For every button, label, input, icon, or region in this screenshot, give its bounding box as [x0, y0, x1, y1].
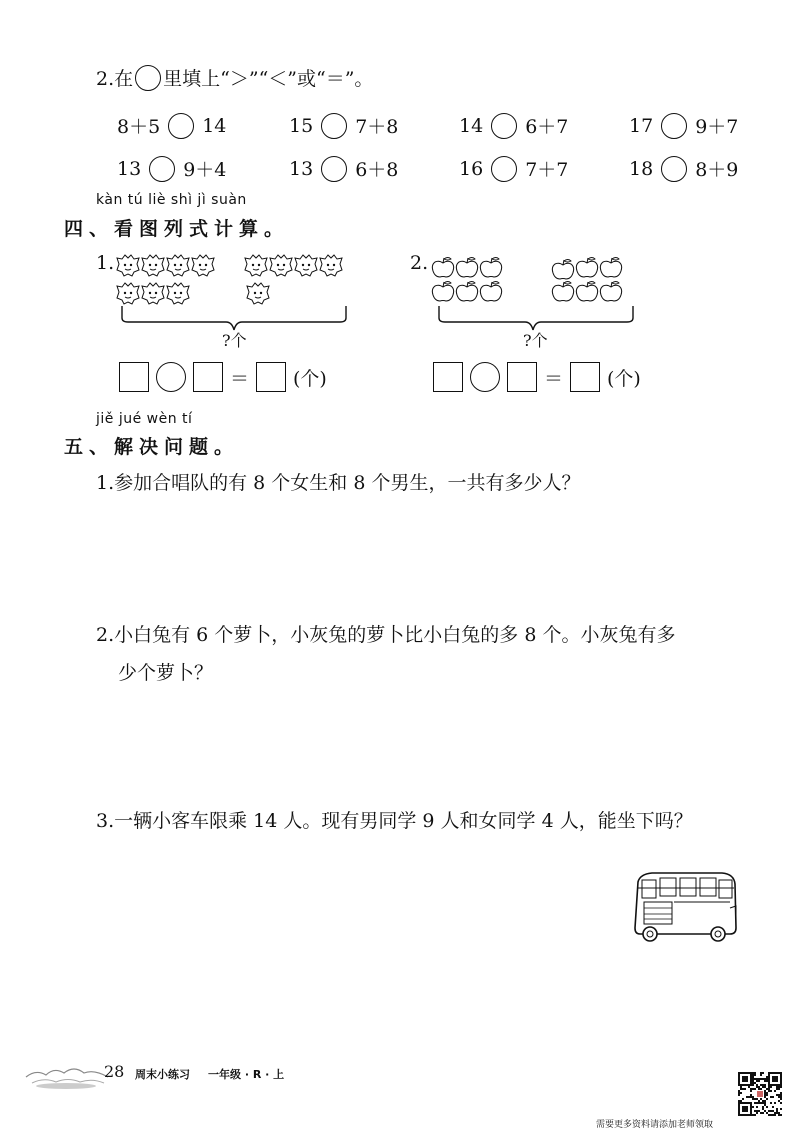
- footer-book-title: 周末小练习: [135, 1068, 190, 1081]
- picture-problem-2-label: 2.: [410, 252, 429, 274]
- apple-icon: [480, 282, 501, 302]
- result-box[interactable]: [570, 362, 600, 392]
- compare-right: 14: [202, 114, 227, 137]
- compare-question-number: 2.在: [96, 68, 134, 90]
- operator-circle[interactable]: [156, 362, 186, 392]
- face-icon: [247, 283, 269, 304]
- apple-icon: [432, 258, 453, 278]
- picture-problem-2-question: ?个: [523, 331, 548, 350]
- section5-pinyin: jiě jué wèn tí: [96, 411, 193, 427]
- compare-question-instruction: 里填上“＞”“＜”或“＝”。: [163, 68, 374, 90]
- equals-sign: ＝: [230, 367, 250, 390]
- qr-note: 需要更多资料请添加老师领取: [596, 1120, 714, 1130]
- answer-circle[interactable]: [321, 156, 347, 182]
- compare-left: 14: [459, 114, 484, 137]
- compare-left: 13: [289, 157, 314, 180]
- compare-circle-icon: [135, 65, 161, 91]
- result-box[interactable]: [256, 362, 286, 392]
- face-icon: [142, 255, 164, 276]
- apple-icon: [552, 260, 573, 280]
- equation-row-1: [119, 362, 327, 392]
- word-problem-2-line-1: 2.小白兔有 6 个萝卜，小灰兔的萝卜比小白兔的多 8 个。小灰兔有多: [96, 624, 676, 646]
- section4-pinyin: kàn tú liè shì jì suàn: [96, 192, 247, 208]
- compare-item: [289, 112, 398, 139]
- face-icon: [270, 255, 292, 276]
- compare-left: 17: [629, 114, 654, 137]
- brace-2: [439, 306, 633, 330]
- compare-right: 7＋8: [355, 116, 399, 138]
- compare-item: [459, 155, 568, 182]
- compare-item: [117, 155, 226, 182]
- compare-left: 8＋5: [117, 116, 161, 138]
- compare-item: [289, 155, 398, 182]
- answer-circle[interactable]: [661, 113, 687, 139]
- face-icon: [320, 255, 342, 276]
- compare-right: 6＋7: [525, 116, 569, 138]
- compare-item: [629, 155, 738, 182]
- page-number: 28: [104, 1062, 125, 1081]
- apple-icon: [456, 258, 477, 278]
- compare-left: 15: [289, 114, 314, 137]
- apple-icon: [600, 258, 621, 278]
- answer-box[interactable]: [507, 362, 537, 392]
- answer-circle[interactable]: [491, 156, 517, 182]
- answer-box[interactable]: [193, 362, 223, 392]
- answer-circle[interactable]: [321, 113, 347, 139]
- apple-icon: [480, 258, 501, 278]
- compare-item: [117, 112, 226, 139]
- face-icon: [167, 283, 189, 304]
- face-icon: [295, 255, 317, 276]
- apple-icon: [576, 282, 597, 302]
- picture-problem-1-question: ?个: [222, 331, 247, 350]
- qr-code-icon: [738, 1072, 782, 1116]
- equation-row-2: [433, 362, 641, 392]
- answer-circle[interactable]: [661, 156, 687, 182]
- unit-label: (个): [293, 367, 327, 390]
- section5-heading: 五、解决问题。: [64, 436, 240, 458]
- compare-right: 9＋4: [183, 159, 227, 181]
- picture-problem-1-label: 1.: [96, 252, 115, 274]
- apple-icon: [552, 282, 573, 302]
- face-icon: [167, 255, 189, 276]
- face-icon: [117, 255, 139, 276]
- compare-right: 7＋7: [525, 159, 569, 181]
- unit-label: (个): [607, 367, 641, 390]
- footer-cloud-ornament: [22, 1055, 112, 1091]
- face-icon: [117, 283, 139, 304]
- compare-left: 16: [459, 157, 484, 180]
- apple-icon: [576, 258, 597, 278]
- compare-left: 13: [117, 157, 142, 180]
- word-problem-3: 3.一辆小客车限乘 14 人。现有男同学 9 人和女同学 4 人，能坐下吗？: [96, 810, 693, 832]
- word-problem-2-line-2: 少个萝卜？: [118, 662, 214, 684]
- compare-question-title: [96, 64, 373, 91]
- face-icon: [142, 283, 164, 304]
- section4-heading: 四、看图列式计算。: [64, 218, 290, 240]
- brace-1: [122, 306, 346, 330]
- answer-circle[interactable]: [149, 156, 175, 182]
- apple-icon: [432, 282, 453, 302]
- answer-circle[interactable]: [168, 113, 194, 139]
- face-icon: [245, 255, 267, 276]
- operator-circle[interactable]: [470, 362, 500, 392]
- answer-box[interactable]: [119, 362, 149, 392]
- equals-sign: ＝: [544, 367, 564, 390]
- word-problem-1: 1.参加合唱队的有 8 个女生和 8 个男生，一共有多少人？: [96, 472, 581, 494]
- face-icon: [192, 255, 214, 276]
- compare-left: 18: [629, 157, 654, 180]
- answer-box[interactable]: [433, 362, 463, 392]
- compare-item: [629, 112, 738, 139]
- answer-circle[interactable]: [491, 113, 517, 139]
- apple-icon: [600, 282, 621, 302]
- compare-right: 6＋8: [355, 159, 399, 181]
- compare-item: [459, 112, 568, 139]
- apple-icon: [456, 282, 477, 302]
- footer-grade: 一年级 · R · 上: [208, 1068, 285, 1081]
- compare-right: 9＋7: [695, 116, 739, 138]
- bus-illustration: [630, 868, 740, 948]
- compare-right: 8＋9: [695, 159, 739, 181]
